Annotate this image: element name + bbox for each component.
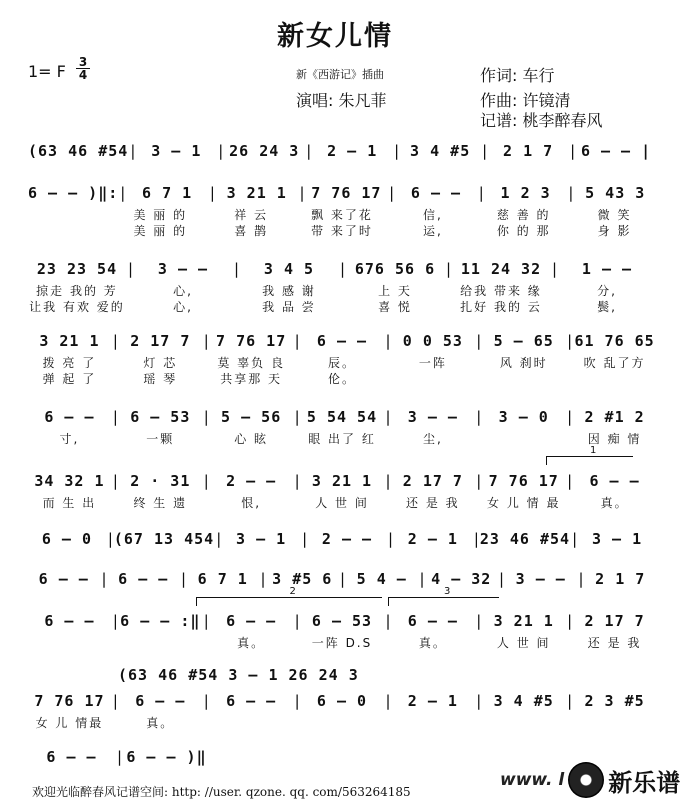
lyric-measure — [28, 634, 111, 650]
measure: 676 56 6 — [354, 260, 436, 278]
lyric-measure: 一颗 — [146, 432, 175, 446]
lyric-measure: 你 的 那 — [496, 224, 551, 238]
bar-line: | — [201, 692, 212, 710]
bar-line: | — [417, 570, 428, 588]
bar-line: | — [570, 530, 581, 548]
measure: 6 – – — [46, 748, 97, 766]
lyric-measure: 美 丽 的 — [133, 224, 188, 238]
bar-line: | — [474, 692, 485, 710]
bar-line: | — [565, 472, 576, 490]
bar-line: | — [383, 612, 394, 630]
measure: 6 – – — [44, 408, 95, 426]
measure: 6 7 1 — [197, 570, 248, 588]
measure: 6 – – — [316, 332, 368, 350]
score-row — [28, 528, 656, 548]
measure: 2 1 7 — [503, 142, 554, 160]
measure: 2 17 7 — [130, 332, 191, 350]
time-bottom: 4 — [76, 68, 90, 81]
bar-line: | — [576, 570, 587, 588]
measure: 11 24 32 — [460, 260, 542, 278]
lyric-line — [28, 634, 656, 650]
bar-line: | — [474, 332, 485, 350]
lyric-measure: 美 丽 的 — [133, 208, 188, 222]
measure: 34 32 1 — [34, 472, 105, 490]
measure: 6 – – — [38, 570, 89, 588]
lyric-measure — [482, 370, 565, 386]
lyric-measure — [301, 714, 384, 730]
lyric-measure: 鬓, — [597, 300, 617, 314]
bar-line: | — [474, 612, 485, 630]
lyricist: 作词: 车行 — [480, 66, 555, 85]
lyric-measure: 给我 带来 缘 — [460, 284, 542, 298]
measure: 7 76 17 — [311, 184, 382, 202]
bar-line: | — [292, 472, 303, 490]
bar-line: | — [214, 530, 225, 548]
lyric-measure — [391, 714, 474, 730]
measure: 3 21 1 — [493, 612, 554, 630]
lyric-measure: 真。 — [600, 496, 629, 510]
lyric-line — [28, 354, 656, 370]
score-row — [28, 258, 656, 278]
measure: 6 – 53 — [130, 408, 191, 426]
lyric-line — [28, 430, 656, 446]
measure: 61 76 65 — [574, 332, 655, 350]
measure: 6 – – — [589, 472, 640, 490]
bar-line: | — [392, 142, 403, 160]
footer-text[interactable]: 欢迎光临醉春风记谱空间: http: //user. qzone. qq. com/563264185 — [32, 785, 411, 799]
bar-line: | — [258, 570, 269, 588]
lyric-measure — [28, 222, 111, 238]
volta-2-label: 2 — [289, 586, 296, 597]
measure: 5 54 54 — [306, 408, 378, 426]
bar-line: | — [565, 692, 576, 710]
lyric-measure: 人 世 间 — [496, 636, 551, 650]
measure: 0 0 53 — [402, 332, 463, 350]
score-row — [28, 610, 656, 630]
lyric-measure: 女 儿 情 最 — [487, 496, 561, 510]
lyric-measure: 我 感 谢 — [262, 284, 316, 298]
lyric-line — [28, 206, 656, 222]
lyric-measure: 因 痴 情 — [587, 432, 642, 446]
bar-line: | — [110, 692, 121, 710]
measure: 3 – – — [157, 260, 209, 278]
bar-line: | — [480, 142, 491, 160]
measure: 6 – 0 — [316, 692, 368, 710]
score-row — [28, 746, 210, 766]
bar-line: | — [565, 612, 576, 630]
lyric-measure: 眼 出了 红 — [308, 432, 376, 446]
lyric-measure: 一阵 — [418, 356, 447, 370]
measure: 2 – 1 — [407, 530, 458, 548]
volta-3-label: 3 — [444, 586, 451, 597]
lyric-measure: 微 笑 — [597, 208, 632, 222]
lyric-measure: 共享那 天 — [220, 372, 283, 386]
lyric-measure: 慈 善 的 — [496, 208, 551, 222]
measure: 6 – – — [135, 692, 186, 710]
bar-line: | — [304, 142, 315, 160]
score-row — [28, 470, 656, 490]
key-label: 1= F — [28, 62, 66, 81]
measure: 6 – 0 — [41, 530, 93, 548]
lyric-measure: 扎好 我的 云 — [460, 300, 542, 314]
bar-line: | — [126, 260, 137, 278]
score-row — [28, 330, 656, 350]
lyric-measure: 信, — [422, 208, 443, 222]
score-row — [28, 182, 656, 202]
bar-line: | — [300, 530, 311, 548]
bar-line: | — [471, 530, 482, 548]
measure: 6 – 53 — [311, 612, 373, 630]
composer: 作曲: 许镜清 — [480, 91, 571, 110]
bar-line: | — [474, 408, 485, 426]
measure: 4 – 32 — [431, 570, 492, 588]
measure: 5 – 56 — [221, 408, 282, 426]
lyric-measure — [119, 634, 202, 650]
bar-line: | — [383, 692, 394, 710]
lyric-measure: 真。 — [237, 636, 266, 650]
bar-line: | — [115, 748, 126, 766]
lyric-line — [28, 714, 656, 730]
lyric-measure — [482, 430, 565, 446]
score-row — [28, 568, 656, 588]
bar-line: | — [118, 184, 129, 202]
bar-line: | — [110, 612, 121, 630]
lyric-measure: 灯 芯 — [143, 356, 178, 370]
bar-line: | — [385, 530, 396, 548]
volta-1 — [546, 445, 633, 465]
disc-icon — [568, 762, 604, 798]
lyric-measure: 瑶 琴 — [143, 372, 178, 386]
lyric-measure: 弹 起 了 — [42, 372, 97, 386]
bar-line: | — [444, 260, 455, 278]
lyric-measure: 寸, — [59, 432, 80, 446]
lyric-measure: 莫 辜负 良 — [217, 356, 285, 370]
bar-line: | — [201, 332, 212, 350]
measure: 6 – – — [407, 612, 458, 630]
measure: 2 17 7 — [584, 612, 645, 630]
lyric-measure: 上 天 — [378, 284, 412, 298]
measure: 7 76 17 — [34, 692, 105, 710]
transcriber: 记谱: 桃李醉春风 — [480, 111, 603, 130]
site-url: www. l — [500, 770, 565, 790]
measure: (63 46 #54 — [28, 142, 129, 160]
measure: 3 – – — [515, 570, 566, 588]
lyric-line — [28, 222, 656, 238]
measure: 3 4 5 — [263, 260, 315, 278]
lyric-measure: 祥 云 — [234, 208, 269, 222]
bar-line: | — [201, 612, 212, 630]
lyric-measure: 心, — [173, 300, 193, 314]
bar-line: | — [338, 570, 349, 588]
lyric-measure: 真。 — [418, 636, 447, 650]
lyric-measure: 真。 — [146, 716, 175, 730]
measure: 1 – – — [581, 260, 633, 278]
measure: 3 21 1 — [311, 472, 373, 490]
bar-line: | — [565, 332, 576, 350]
measure: 1 2 3 — [500, 184, 551, 202]
score-row — [28, 690, 656, 710]
singer: 演唱: 朱凡菲 — [296, 91, 387, 110]
bar-line: | — [338, 260, 349, 278]
measure: (67 13 454 — [113, 530, 215, 548]
bar-line: | — [99, 570, 110, 588]
measure: 2 – – — [321, 530, 373, 548]
bar-line: | — [292, 408, 303, 426]
volta-2 — [196, 586, 382, 606]
measure: 6 – – — [410, 184, 462, 202]
measure: 5 – 65 — [493, 332, 554, 350]
lyric-measure: 还 是 我 — [406, 496, 460, 510]
bar-line: | — [383, 332, 394, 350]
measure: 6 – – )‖ — [126, 748, 207, 766]
bar-line: | — [474, 472, 485, 490]
bar-line: | — [550, 260, 561, 278]
bar-line: | — [201, 408, 212, 426]
measure: 6 – – — [226, 612, 277, 630]
measure: 6 – – — [226, 692, 277, 710]
bar-line: | — [568, 142, 579, 160]
lyric-measure: 终 生 遗 — [133, 496, 188, 510]
lyric-measure: 喜 悦 — [378, 300, 412, 314]
measure: 7 76 17 — [488, 472, 559, 490]
measure: 2 – 1 — [407, 692, 458, 710]
lyric-line — [28, 282, 656, 298]
measure: 26 24 3 — [229, 142, 300, 160]
measure: 3 4 #5 — [493, 692, 554, 710]
lyric-measure: 人 世 间 — [315, 496, 369, 510]
lyric-measure: 掠走 我的 芳 — [36, 284, 118, 298]
intro-reprise: (63 46 #54 3 – 1 26 24 3 — [118, 666, 359, 684]
measure: 23 23 54 — [36, 260, 118, 278]
measure: 3 – 1 — [591, 530, 643, 548]
lyric-measure: 带 来了时 — [311, 224, 373, 238]
measure: 5 4 – — [356, 570, 407, 588]
bar-line: | — [201, 472, 212, 490]
time-signature — [76, 56, 90, 81]
lyric-measure: 分, — [597, 284, 617, 298]
bar-line: | — [565, 408, 576, 426]
bar-line: | — [207, 184, 218, 202]
bar-line: | — [476, 184, 487, 202]
lyric-measure: 吹 乱了方 — [583, 356, 646, 370]
score-row — [28, 140, 656, 160]
lyric-measure: 女 儿 情最 — [35, 716, 104, 730]
lyric-measure: 尘, — [422, 432, 443, 446]
key-signature — [28, 62, 66, 81]
measure: 6 – – :‖ — [120, 612, 201, 630]
score-row — [28, 406, 656, 426]
measure: 3 – – — [407, 408, 458, 426]
lyric-measure: 恨, — [241, 496, 262, 510]
lyric-measure: 喜 鹊 — [234, 224, 269, 238]
bar-line: | — [292, 692, 303, 710]
measure: 2 – 1 — [327, 142, 378, 160]
volta-1-label: 1 — [590, 445, 597, 456]
bar-line: | — [216, 142, 227, 160]
bar-line: | — [110, 472, 121, 490]
song-title: 新女儿情 — [277, 21, 393, 52]
subtitle: 新《西游记》插曲 — [296, 68, 384, 81]
lyric-measure: 伦。 — [328, 372, 357, 386]
site-logo[interactable] — [500, 762, 680, 798]
lyric-measure: 风 刹时 — [499, 356, 548, 370]
bar-line: | — [292, 612, 303, 630]
measure: 5 43 3 — [585, 184, 646, 202]
bar-line: | — [297, 184, 308, 202]
lyric-measure — [391, 370, 474, 386]
lyric-measure: 而 生 出 — [42, 496, 97, 510]
lyric-measure: 心 眩 — [234, 432, 269, 446]
lyric-measure: 我 品 尝 — [262, 300, 316, 314]
measure: 6 – – | — [580, 142, 652, 160]
lyric-line — [28, 494, 656, 510]
measure: 2 17 7 — [402, 472, 463, 490]
lyric-measure — [482, 714, 565, 730]
bar-line: | — [387, 184, 398, 202]
measure: 3 – 1 — [151, 142, 202, 160]
bar-line: | — [292, 332, 303, 350]
measure: 2 3 #5 — [584, 692, 645, 710]
lyric-line — [28, 298, 656, 314]
bar-line: | — [383, 408, 394, 426]
bar-line: | — [383, 472, 394, 490]
measure: 3 21 1 — [39, 332, 100, 350]
lyric-measure: 还 是 我 — [587, 636, 642, 650]
bar-line: | — [110, 332, 121, 350]
bar-line: | — [179, 570, 190, 588]
measure: 7 76 17 — [216, 332, 287, 350]
lyric-measure — [573, 370, 656, 386]
measure: 2 · 31 — [130, 472, 191, 490]
lyric-measure: 心, — [173, 284, 193, 298]
lyric-line — [28, 370, 656, 386]
bar-line: | — [232, 260, 243, 278]
measure: 6 – – — [44, 612, 95, 630]
lyric-measure: 身 影 — [597, 224, 632, 238]
measure: 3 #5 6 — [272, 570, 333, 588]
time-top: 3 — [78, 55, 88, 69]
bar-line: | — [128, 142, 139, 160]
measure: 3 21 1 — [226, 184, 287, 202]
measure: 2 1 7 — [595, 570, 646, 588]
lyric-measure: 一阵 D.S — [311, 636, 373, 650]
measure: 2 #1 2 — [584, 408, 645, 426]
volta-3 — [388, 586, 499, 606]
measure: 3 – 1 — [236, 530, 287, 548]
brand-name: 新乐谱 — [608, 768, 680, 797]
bar-line: | — [105, 530, 116, 548]
measure: 3 – 0 — [498, 408, 549, 426]
measure: 3 4 #5 — [410, 142, 471, 160]
lyric-measure — [210, 714, 293, 730]
measure: 2 – – — [226, 472, 277, 490]
measure: 6 – – — [118, 570, 169, 588]
bar-line: | — [497, 570, 508, 588]
lyric-measure: 飘 来了花 — [311, 208, 373, 222]
lyric-measure — [28, 206, 111, 222]
lyric-measure — [573, 714, 656, 730]
measure: 6 – – )‖: — [28, 184, 119, 202]
lyric-measure: 运, — [422, 224, 443, 238]
bar-line: | — [566, 184, 577, 202]
lyric-measure: 让我 有欢 爱的 — [29, 300, 125, 314]
measure: 23 46 #54 — [479, 530, 571, 548]
measure: 6 7 1 — [142, 184, 193, 202]
lyric-measure: 辰。 — [328, 356, 357, 370]
lyric-measure: 拨 亮 了 — [42, 356, 97, 370]
bar-line: | — [110, 408, 121, 426]
